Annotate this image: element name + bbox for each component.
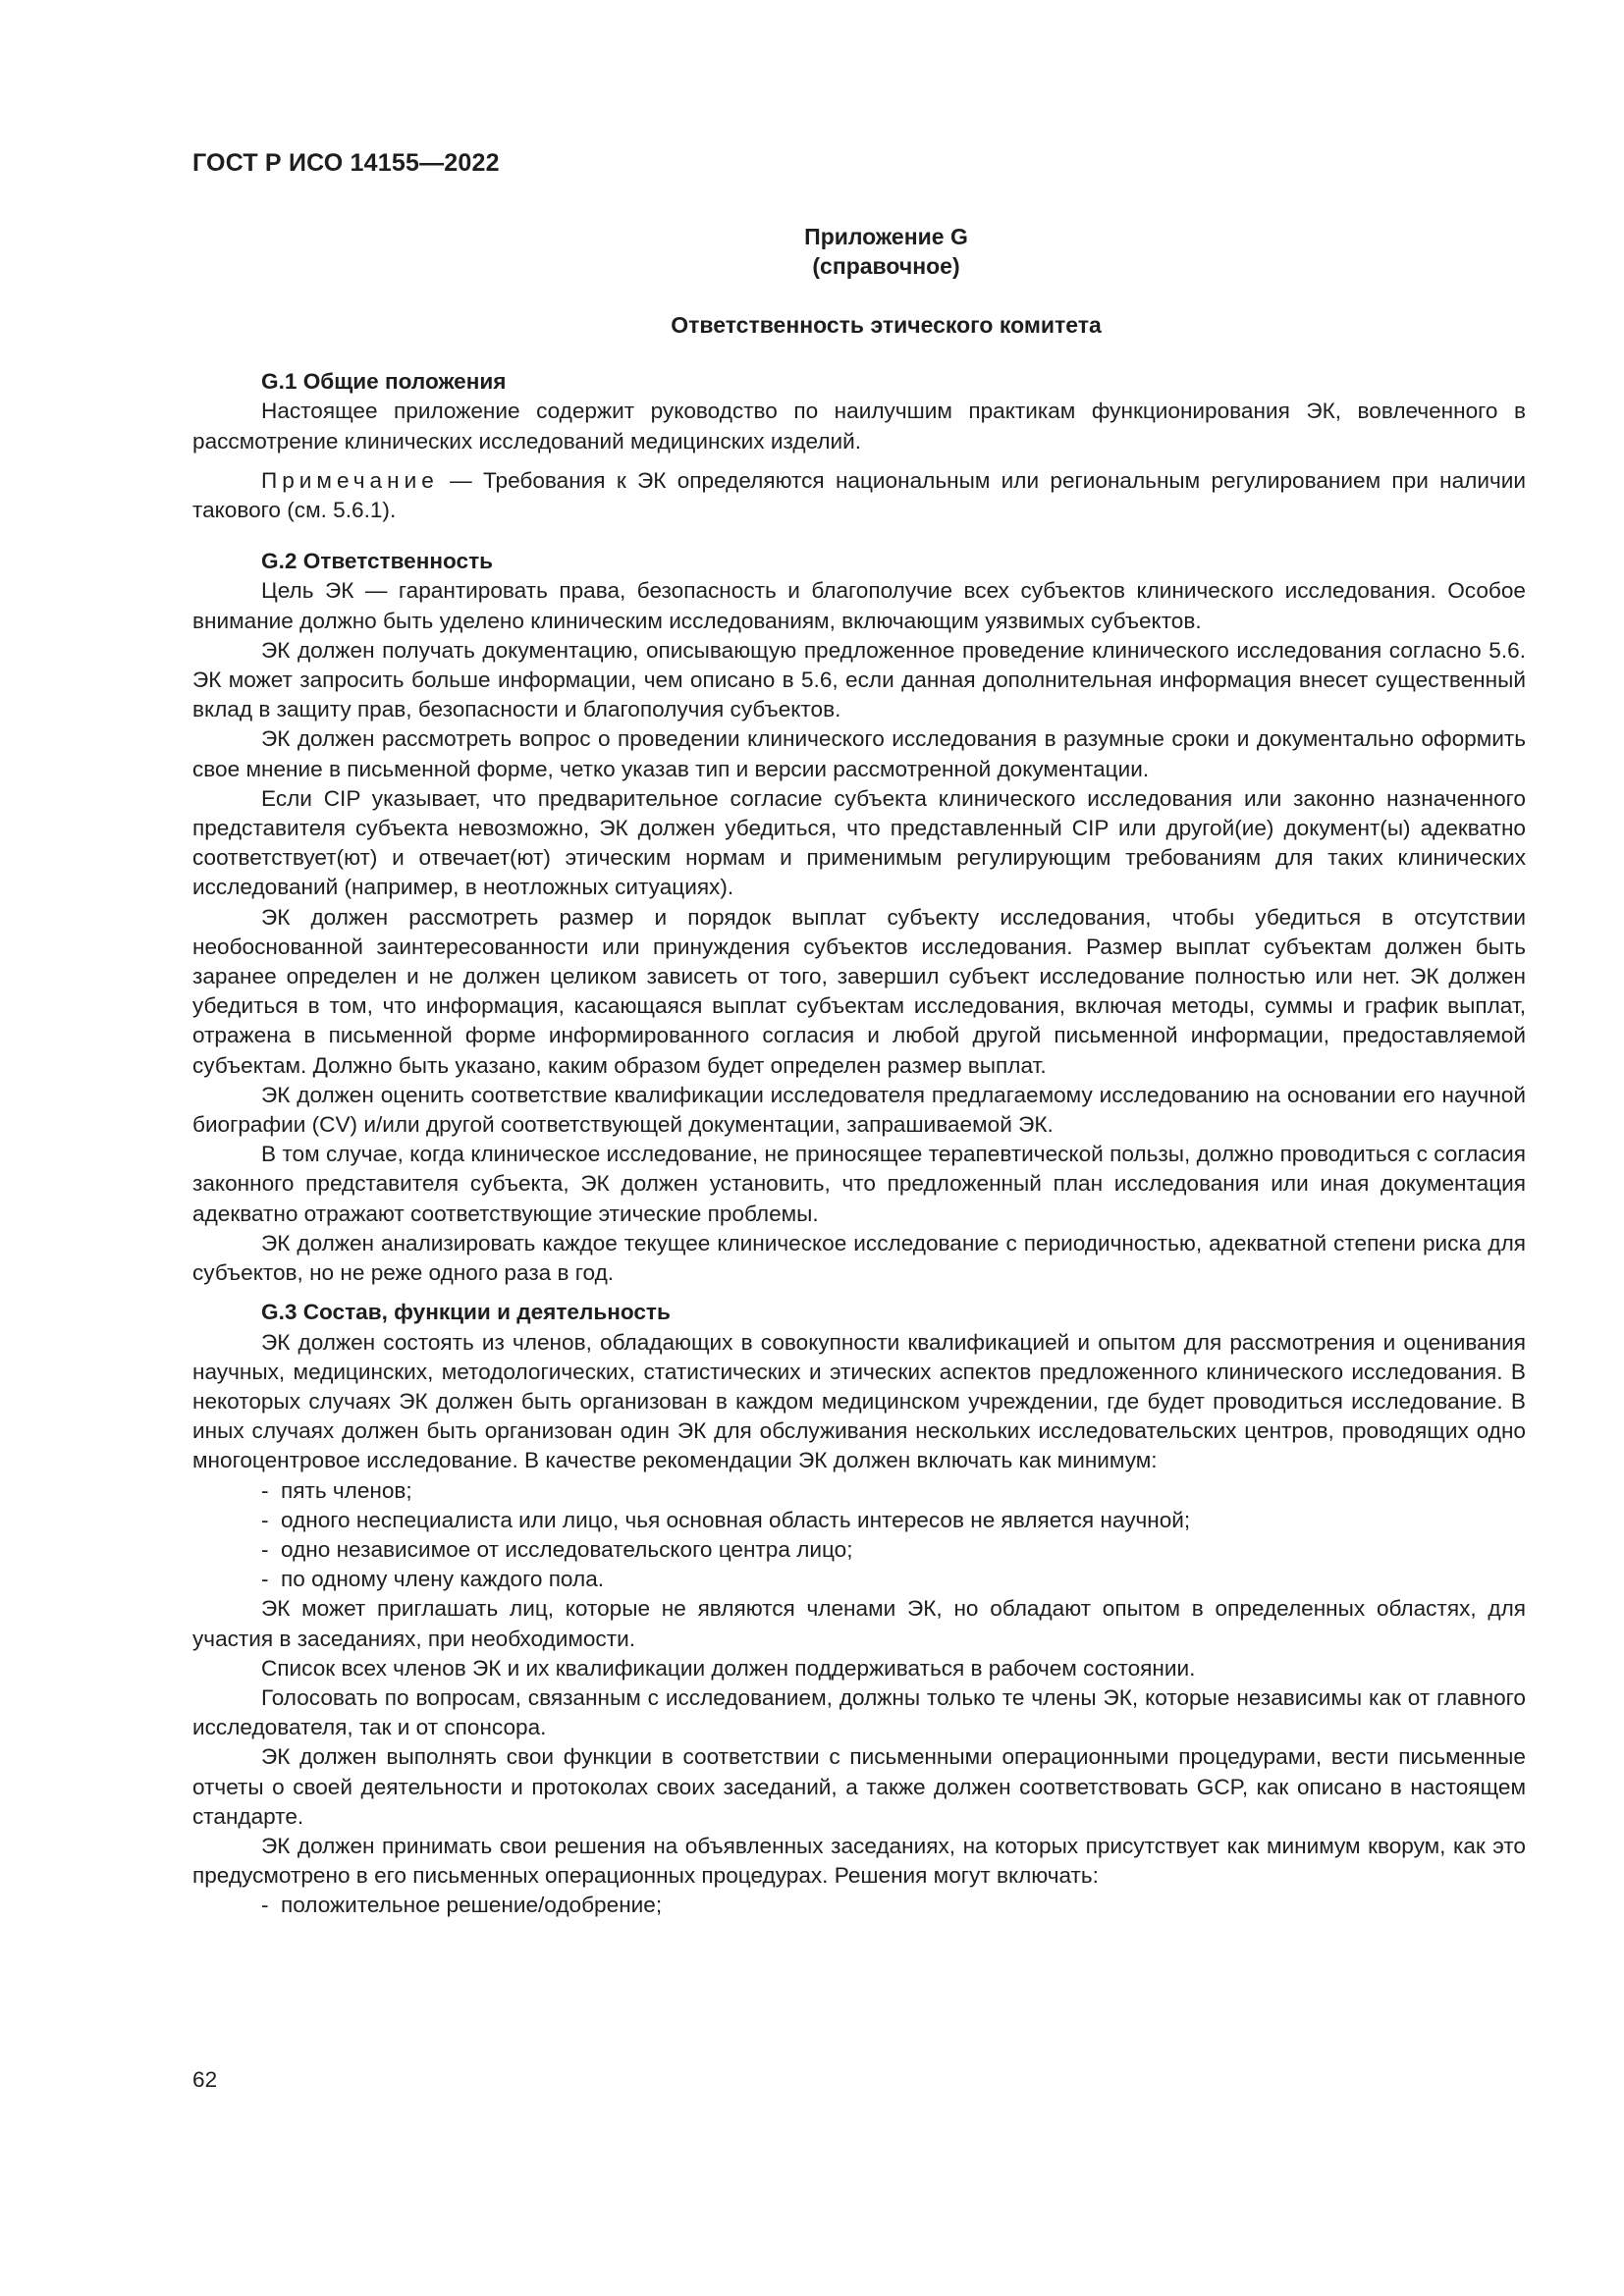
- note-text: — Требования к ЭК определяются национальным или региональным регулированием при наличии такового (см. 5.6.1).: [192, 467, 1526, 523]
- page-number: 62: [192, 2067, 218, 2092]
- list-dash: -: [261, 1567, 269, 1592]
- member-requirements-list: [192, 1476, 1526, 1595]
- document-code: ГОСТ Р ИСО 14155—2022: [192, 149, 500, 177]
- list-item-text: пять членов;: [281, 1477, 412, 1503]
- list-item: [192, 1535, 1526, 1565]
- list-item-text: одно независимое от исследовательского центра лицо;: [281, 1536, 853, 1562]
- paragraph: В том случае, когда клиническое исследование, не приносящее терапевтической пользы, должно проводиться с согласия законного представителя субъекта, ЭК должен установить, что предложенный план исследования или иная документация адекватно отражают соответствующие этические проблемы.: [192, 1142, 1526, 1226]
- paragraph: ЭК должен рассмотреть размер и порядок выплат субъекту исследования, чтобы убедиться в отсутствии необоснованной заинтересованности или принуждения субъектов исследования. Размер выплат субъектам должен быть заранее определен и не должен целиком зависеть от того, завершил субъект исследование полностью или нет. ЭК должен убедиться в том, что информация, касающаяся выплат субъектам исследования, включая методы, суммы и график выплат, отражена в письменной форме информированного согласия и любой другой письменной информации, предоставляемой субъектам. Должно быть указано, каким образом будет определен размер выплат.: [192, 904, 1526, 1078]
- note-label: Примечание: [261, 467, 439, 493]
- list-dash: -: [261, 1507, 269, 1532]
- paragraph: ЭК должен рассмотреть вопрос о проведении клинического исследования в разумные сроки и документально оформить свое мнение в письменной форме, четко указав тип и версии рассмотренной документации.: [192, 726, 1526, 781]
- list-dash: -: [261, 1893, 269, 1918]
- section-heading-g2: G.2 Ответственность: [261, 549, 494, 574]
- paragraph: Если CIP указывает, что предварительное согласие субъекта клинического исследования или законно назначенного представителя субъекта невозможно, ЭК должен убедиться, что представленный CIP или другой(ие) документ(ы) адекватно соответствует(ют) и отвечает(ют) этическим нормам и применимым регулирующим требованиям для таких клинических исследований (например, в неотложных ситуациях).: [192, 785, 1526, 900]
- paragraph: Список всех членов ЭК и их квалификации должен поддерживаться в рабочем состоянии.: [261, 1655, 1196, 1681]
- list-item: [192, 1565, 1526, 1594]
- paragraph: ЭК должен получать документацию, описывающую предложенное проведение клинического исследования согласно 5.6. ЭК может запросить больше информации, чем описано в 5.6, если данная дополнительная информация внесет существенный вклад в защиту прав, безопасности и благополучия субъектов.: [192, 637, 1526, 722]
- section-heading-g1: G.1 Общие положения: [261, 369, 507, 395]
- annex-label: Приложение G: [804, 224, 968, 249]
- paragraph: ЭК должен выполнять свои функции в соответствии с письменными операционными процедурами, вести письменные отчеты о своей деятельности и протоколах своих заседаний, а также должен соответствовать GCP, как описано в настоящем стандарте.: [192, 1744, 1526, 1829]
- paragraph: ЭК должен состоять из членов, обладающих в совокупности квалификацией и опытом для рассмотрения и оценивания научных, медицинских, методологических, статистических и этических аспектов предложенного клинического исследования. В некоторых случаях ЭК должен быть организован в каждом медицинском учреждении, где будет проводиться исследование. В иных случаях должен быть организован один ЭК для обслуживания нескольких исследовательских центров, проводящих одно многоцентровое исследование. В качестве рекомендации ЭК должен включать как минимум:: [192, 1329, 1526, 1473]
- list-item-text: положительное решение/одобрение;: [281, 1893, 663, 1918]
- paragraph: ЭК должен оценить соответствие квалификации исследователя предлагаемому исследованию на основании его научной биографии (CV) и/или другой соответствующей документации, запрашиваемой ЭК.: [192, 1082, 1526, 1138]
- document-body: [192, 222, 1526, 1921]
- decisions-list: [192, 1891, 1526, 1920]
- note: [192, 466, 1526, 525]
- list-dash: -: [261, 1536, 269, 1562]
- section-heading-g3: G.3 Состав, функции и деятельность: [261, 1300, 671, 1325]
- list-item: [192, 1476, 1526, 1506]
- list-item: [192, 1506, 1526, 1535]
- paragraph: ЭК может приглашать лиц, которые не являются членами ЭК, но обладают опытом в определенных областях, для участия в заседаниях, при необходимости.: [192, 1596, 1526, 1651]
- paragraph: Цель ЭК — гарантировать права, безопасность и благополучие всех субъектов клинического исследования. Особое внимание должно быть уделено клиническим исследованиям, включающим уязвимых субъектов.: [192, 578, 1526, 633]
- annex-status: (справочное): [812, 253, 960, 279]
- paragraph: ЭК должен принимать свои решения на объявленных заседаниях, на которых присутствует как минимум кворум, как это предусмотрено в его письменных операционных процедурах. Решения могут включать:: [192, 1833, 1526, 1889]
- paragraph: Голосовать по вопросам, связанным с исследованием, должны только те члены ЭК, которые независимы как от главного исследователя, так и от спонсора.: [192, 1684, 1526, 1740]
- annex-title: Ответственность этического комитета: [671, 312, 1102, 338]
- list-item: [192, 1891, 1526, 1920]
- paragraph: Настоящее приложение содержит руководство по наилучшим практикам функционирования ЭК, вовлеченного в рассмотрение клинических исследований медицинских изделий.: [192, 399, 1526, 454]
- list-item-text: по одному члену каждого пола.: [281, 1567, 605, 1592]
- paragraph: ЭК должен анализировать каждое текущее клиническое исследование с периодичностью, адекватной степени риска для субъектов, но не реже одного раза в год.: [192, 1230, 1526, 1286]
- list-dash: -: [261, 1477, 269, 1503]
- list-item-text: одного неспециалиста или лицо, чья основная область интересов не является научной;: [281, 1507, 1191, 1532]
